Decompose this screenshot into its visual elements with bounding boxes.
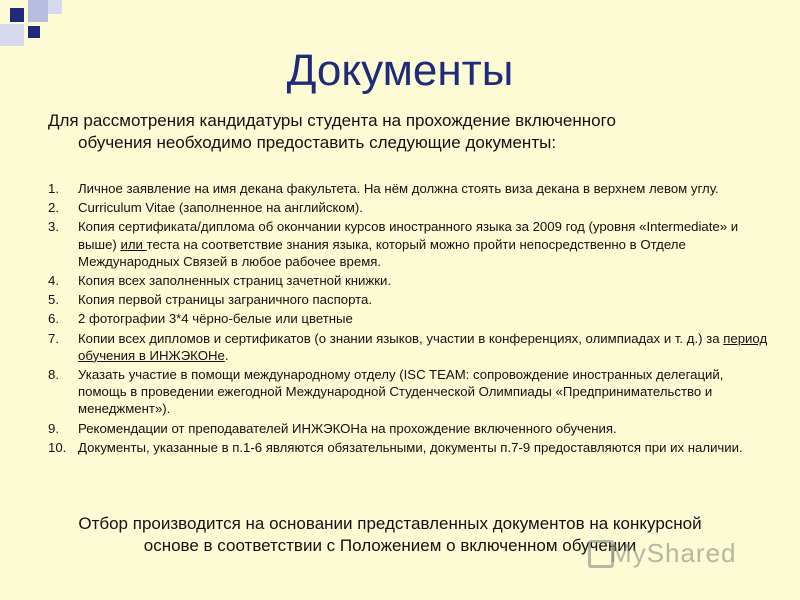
square-dark [10, 8, 24, 22]
item-link[interactable]: период обучения в ИНЖЭКОНе [78, 330, 768, 363]
intro-line-2: обучения необходимо предоставить следующие документы: [78, 133, 557, 152]
list-item [48, 310, 768, 327]
item-text: Копия сертификата/диплома об окончании курсов иностранного языка за 2009 год (уровня «Intermediate» и выше) [78, 219, 739, 252]
item-text: Копия всех заполненных страниц зачетной книжки. [78, 273, 392, 289]
item-text: Curriculum Vitae (заполненное на английском). [78, 200, 363, 216]
item-number: 5. [48, 292, 59, 308]
watermark-logo: MyShared [610, 538, 737, 568]
item-text: Документы, указанные в п.1-6 являются обязательными, документы п.7-9 предоставляются при их наличии. [78, 439, 743, 455]
list-item [48, 199, 768, 216]
item-number: 6. [48, 311, 59, 327]
square-light [28, 0, 48, 22]
list-item [48, 439, 768, 456]
item-number: 2. [48, 200, 59, 216]
item-text: . [224, 347, 229, 363]
item-text: теста на соответствие знания языка, который можно пройти непосредственно в Отделе Международных Связей в любое рабочее время. [78, 236, 686, 269]
list-item [48, 272, 768, 289]
item-text: Копия первой страницы заграничного паспорта. [78, 292, 373, 308]
item-number: 4. [48, 273, 59, 289]
item-number: 10. [48, 439, 67, 455]
list-item [48, 180, 768, 197]
item-text: Указать участие в помощи международному отделу (ISC TEAM: сопровождение иностранных делегаций, помощь в проведении ежегодной Международной Студенческой Олимпиады «Предпринимательство и менеджмент»). [78, 367, 724, 417]
item-text: Копии всех дипломов и сертификатов (о знании языков, участии в конференциях, олимпиадах и т. д.) за [78, 330, 724, 346]
item-number: 3. [48, 219, 59, 235]
item-text: Личное заявление на имя декана факультета. На нём должна стоять виза декана в верхнем левом углу. [78, 181, 719, 196]
list-item [48, 366, 768, 418]
item-number: 7. [48, 330, 59, 346]
documents-list [48, 180, 768, 458]
square-dark [28, 26, 40, 38]
item-number: 1. [48, 181, 59, 196]
intro-line-1: Для рассмотрения кандидатуры студента на прохождение включенного [48, 111, 616, 130]
item-text: Рекомендации от преподавателей ИНЖЭКОНа на прохождение включенного обучения. [78, 420, 617, 436]
list-item [48, 291, 768, 308]
intro-text [48, 110, 748, 154]
list-item [48, 218, 768, 270]
footer-text: Отбор производится на основании представленных документов на конкурсной основе в соответствии с Положением о включенном обучении [78, 514, 702, 555]
item-number: 8. [48, 367, 59, 383]
square-light [48, 0, 62, 14]
item-number: 9. [48, 420, 59, 436]
list-item [48, 420, 768, 437]
page-title: Документы [286, 46, 514, 95]
item-text: 2 фотографии 3*4 чёрно-белые или цветные [78, 311, 353, 327]
item-link[interactable]: или [120, 236, 147, 252]
square-light [0, 24, 24, 46]
list-item [48, 330, 768, 364]
